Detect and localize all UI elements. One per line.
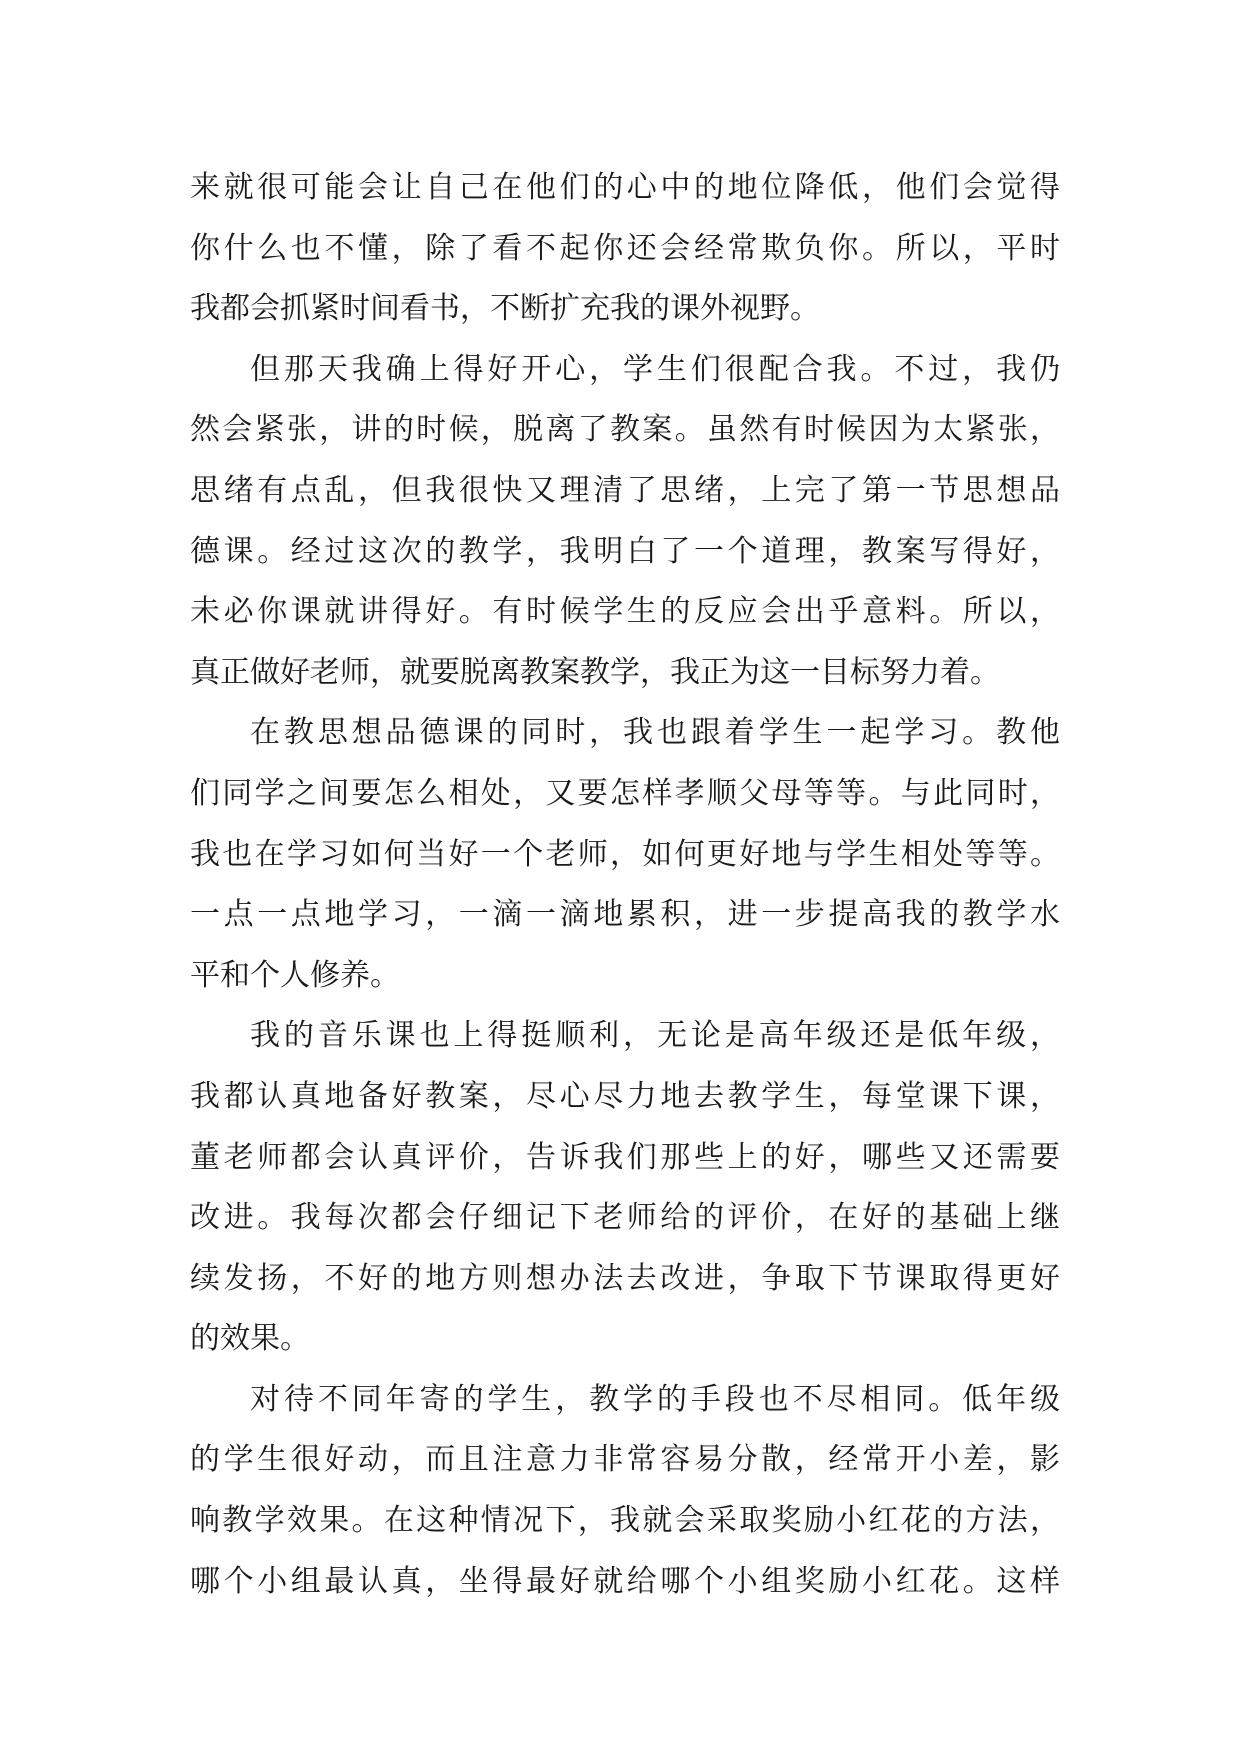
text-line: 平和个人修养。 bbox=[190, 957, 400, 993]
text-line: 响教学效果。在这种情况下，我就会采取奖励小红花的方法， bbox=[190, 1503, 1060, 1539]
text-line: 我都认真地备好教案，尽心尽力地去教学生，每堂课下课， bbox=[190, 1078, 1060, 1114]
body-text bbox=[190, 158, 1060, 1612]
text-line: 的效果。 bbox=[190, 1321, 310, 1357]
text-line: 德课。经过这次的教学，我明白了一个道理，教案写得好， bbox=[190, 533, 1060, 569]
text-line: 你什么也不懂，除了看不起你还会经常欺负你。所以，平时 bbox=[190, 230, 1060, 266]
text-line: 董老师都会认真评价，告诉我们那些上的好，哪些又还需要 bbox=[190, 1139, 1060, 1175]
text-line: 然会紧张，讲的时候，脱离了教案。虽然有时候因为太紧张， bbox=[190, 412, 1060, 448]
text-line: 的学生很好动，而且注意力非常容易分散，经常开小差，影 bbox=[190, 1442, 1060, 1478]
text-line: 哪个小组最认真，坐得最好就给哪个小组奖励小红花。这样 bbox=[190, 1563, 1060, 1599]
paragraph-first-line: 我的音乐课也上得挺顺利，无论是高年级还是低年级， bbox=[250, 1018, 1060, 1054]
paragraph-first-line: 在教思想品德课的同时，我也跟着学生一起学习。教他 bbox=[250, 715, 1060, 751]
text-line: 续发扬，不好的地方则想办法去改进，争取下节课取得更好 bbox=[190, 1260, 1060, 1296]
text-line: 我也在学习如何当好一个老师，如何更好地与学生相处等等。 bbox=[190, 836, 1060, 872]
text-line: 们同学之间要怎么相处，又要怎样孝顺父母等等。与此同时， bbox=[190, 775, 1060, 811]
text-line: 真正做好老师，就要脱离教案教学，我正为这一目标努力着。 bbox=[190, 654, 1000, 690]
paragraph-first-line: 对待不同年寄的学生，教学的手段也不尽相同。低年级 bbox=[250, 1381, 1060, 1417]
text-line: 思绪有点乱，但我很快又理清了思绪，上完了第一节思想品 bbox=[190, 472, 1060, 508]
text-line: 未必你课就讲得好。有时候学生的反应会出乎意料。所以， bbox=[190, 594, 1060, 630]
text-line: 来就很可能会让自己在他们的心中的地位降低，他们会觉得 bbox=[190, 170, 1060, 205]
text-line: 我都会抓紧时间看书，不断扩充我的课外视野。 bbox=[190, 291, 820, 327]
text-line: 一点一点地学习，一滴一滴地累积，进一步提高我的教学水 bbox=[190, 897, 1060, 933]
text-line: 改进。我每次都会仔细记下老师给的评价，在好的基础上继 bbox=[190, 1200, 1060, 1236]
paragraph-first-line: 但那天我确上得好开心，学生们很配合我。不过，我仍 bbox=[250, 351, 1060, 387]
